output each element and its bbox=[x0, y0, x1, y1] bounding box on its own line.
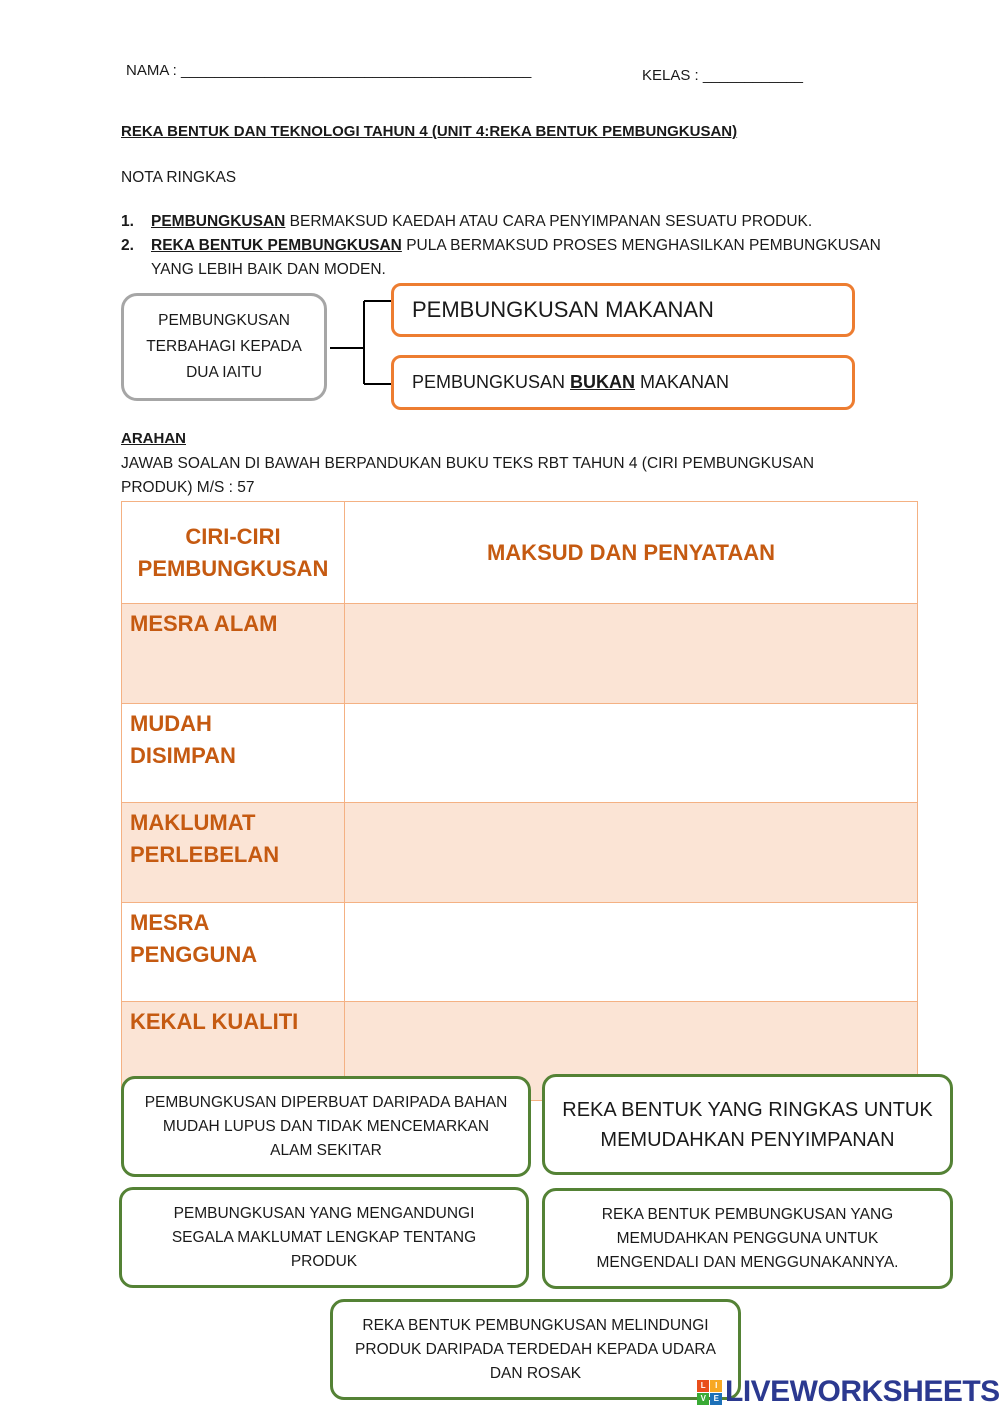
card-line: ALAM SEKITAR bbox=[270, 1141, 382, 1159]
table-row bbox=[122, 604, 918, 704]
nonfood-label-suffix: MAKANAN bbox=[635, 372, 730, 392]
row-label-line: KEKAL KUALITI bbox=[130, 1009, 299, 1034]
logo-letter: I bbox=[710, 1380, 722, 1392]
answer-card[interactable] bbox=[542, 1074, 953, 1175]
header-line: CIRI-CIRI bbox=[185, 523, 281, 549]
row-label-line: MESRA ALAM bbox=[130, 611, 278, 636]
note-text: PULA BERMAKSUD PROSES MENGHASILKAN PEMBUNGKUSAN bbox=[401, 237, 881, 254]
liveworksheets-watermark bbox=[697, 1374, 1000, 1410]
row-label bbox=[122, 704, 345, 803]
card-line: MUDAH LUPUS DAN TIDAK MENCEMARKAN bbox=[162, 1117, 490, 1135]
card-line: PEMBUNGKUSAN YANG MENGANDUNGI bbox=[173, 1204, 475, 1222]
row-label bbox=[122, 803, 345, 903]
row-label-line: PENGGUNA bbox=[130, 942, 258, 967]
note-item-2 bbox=[121, 234, 881, 282]
table-header-row bbox=[122, 502, 918, 604]
card-line: REKA BENTUK PEMBUNGKUSAN YANG bbox=[601, 1205, 894, 1223]
liveworksheets-logo-icon bbox=[697, 1380, 722, 1405]
card-line: PEMBUNGKUSAN DIPERBUAT DARIPADA BAHAN bbox=[144, 1093, 508, 1111]
row-label-line: PERLEBELAN bbox=[130, 842, 280, 867]
characteristics-table bbox=[121, 501, 918, 1101]
answer-card[interactable] bbox=[542, 1188, 953, 1289]
logo-letter: L bbox=[697, 1380, 709, 1392]
card-line: MEMUDAHKAN PENGGUNA UNTUK bbox=[616, 1229, 879, 1247]
row-label bbox=[122, 903, 345, 1002]
card-line: REKA BENTUK YANG RINGKAS UNTUK bbox=[562, 1098, 933, 1121]
answer-drop-zone[interactable] bbox=[345, 604, 918, 704]
instructions-text: JAWAB SOALAN DI BAWAH BERPANDUKAN BUKU TEKS RBT TAHUN 4 (CIRI PEMBUNGKUSAN PRODUK) M/S : 57 bbox=[121, 455, 815, 496]
row-label-line: MUDAH bbox=[130, 711, 212, 736]
row-label-line: DISIMPAN bbox=[130, 743, 236, 768]
note-item-1 bbox=[121, 210, 881, 234]
nonfood-label-prefix: PEMBUNGKUSAN bbox=[412, 372, 571, 392]
note-number: 2. bbox=[121, 237, 134, 254]
food-packaging-label: PEMBUNGKUSAN MAKANAN bbox=[412, 297, 714, 322]
note-term: PEMBUNGKUSAN bbox=[151, 213, 286, 230]
answer-card[interactable] bbox=[119, 1187, 529, 1288]
answer-drop-zone[interactable] bbox=[345, 903, 918, 1002]
watermark-text: LIVEWORKSHEETS bbox=[725, 1375, 1000, 1408]
card-line: PRODUK bbox=[290, 1252, 358, 1270]
note-number: 1. bbox=[121, 213, 134, 230]
bracket-connector bbox=[330, 296, 394, 388]
column-header-characteristics bbox=[122, 502, 345, 604]
answer-card[interactable] bbox=[121, 1076, 531, 1177]
table-row bbox=[122, 903, 918, 1002]
table-row bbox=[122, 803, 918, 903]
instructions-title: ARAHAN bbox=[121, 430, 186, 447]
logo-letter: E bbox=[710, 1393, 722, 1405]
row-label-line: MAKLUMAT bbox=[130, 810, 256, 835]
card-line: DAN ROSAK bbox=[489, 1364, 582, 1382]
class-field[interactable]: KELAS : ____________ bbox=[642, 67, 803, 84]
answer-card[interactable] bbox=[330, 1299, 741, 1400]
answer-drop-zone[interactable] bbox=[345, 704, 918, 803]
root-line-1: PEMBUNGKUSAN bbox=[158, 312, 290, 329]
header-line: PEMBUNGKUSAN bbox=[137, 555, 329, 581]
row-label-line: MESRA bbox=[130, 910, 210, 935]
notes-heading: NOTA RINGKAS bbox=[121, 169, 237, 186]
card-line: MEMUDAHKAN PENYIMPANAN bbox=[600, 1128, 895, 1151]
nonfood-label-keyword: BUKAN bbox=[570, 372, 636, 392]
note-term: REKA BENTUK PEMBUNGKUSAN bbox=[151, 237, 402, 254]
name-field[interactable]: NAMA : __________________________________________ bbox=[126, 62, 532, 79]
note-text-continued: YANG LEBIH BAIK DAN MODEN. bbox=[151, 261, 386, 278]
classification-root-box bbox=[121, 293, 327, 401]
root-line-3: DUA IAITU bbox=[186, 364, 262, 381]
note-text: BERMAKSUD KAEDAH ATAU CARA PENYIMPANAN SESUATU PRODUK. bbox=[285, 213, 813, 230]
nonfood-packaging-box bbox=[391, 355, 855, 410]
card-line: MENGENDALI DAN MENGGUNAKANNYA. bbox=[596, 1253, 899, 1271]
row-label bbox=[122, 604, 345, 704]
card-line: SEGALA MAKLUMAT LENGKAP TENTANG bbox=[171, 1228, 477, 1246]
logo-letter: V bbox=[697, 1393, 709, 1405]
food-packaging-box bbox=[391, 283, 855, 337]
card-line: PRODUK DARIPADA TERDEDAH KEPADA UDARA bbox=[355, 1340, 716, 1358]
document-title: REKA BENTUK DAN TEKNOLOGI TAHUN 4 (UNIT 4:REKA BENTUK PEMBUNGKUSAN) bbox=[121, 123, 738, 140]
table-row bbox=[122, 704, 918, 803]
root-line-2: TERBAHAGI KEPADA bbox=[146, 338, 302, 355]
answer-drop-zone[interactable] bbox=[345, 803, 918, 903]
card-line: REKA BENTUK PEMBUNGKUSAN MELINDUNGI bbox=[362, 1316, 709, 1334]
column-header-meaning: MAKSUD DAN PENYATAAN bbox=[345, 502, 918, 604]
